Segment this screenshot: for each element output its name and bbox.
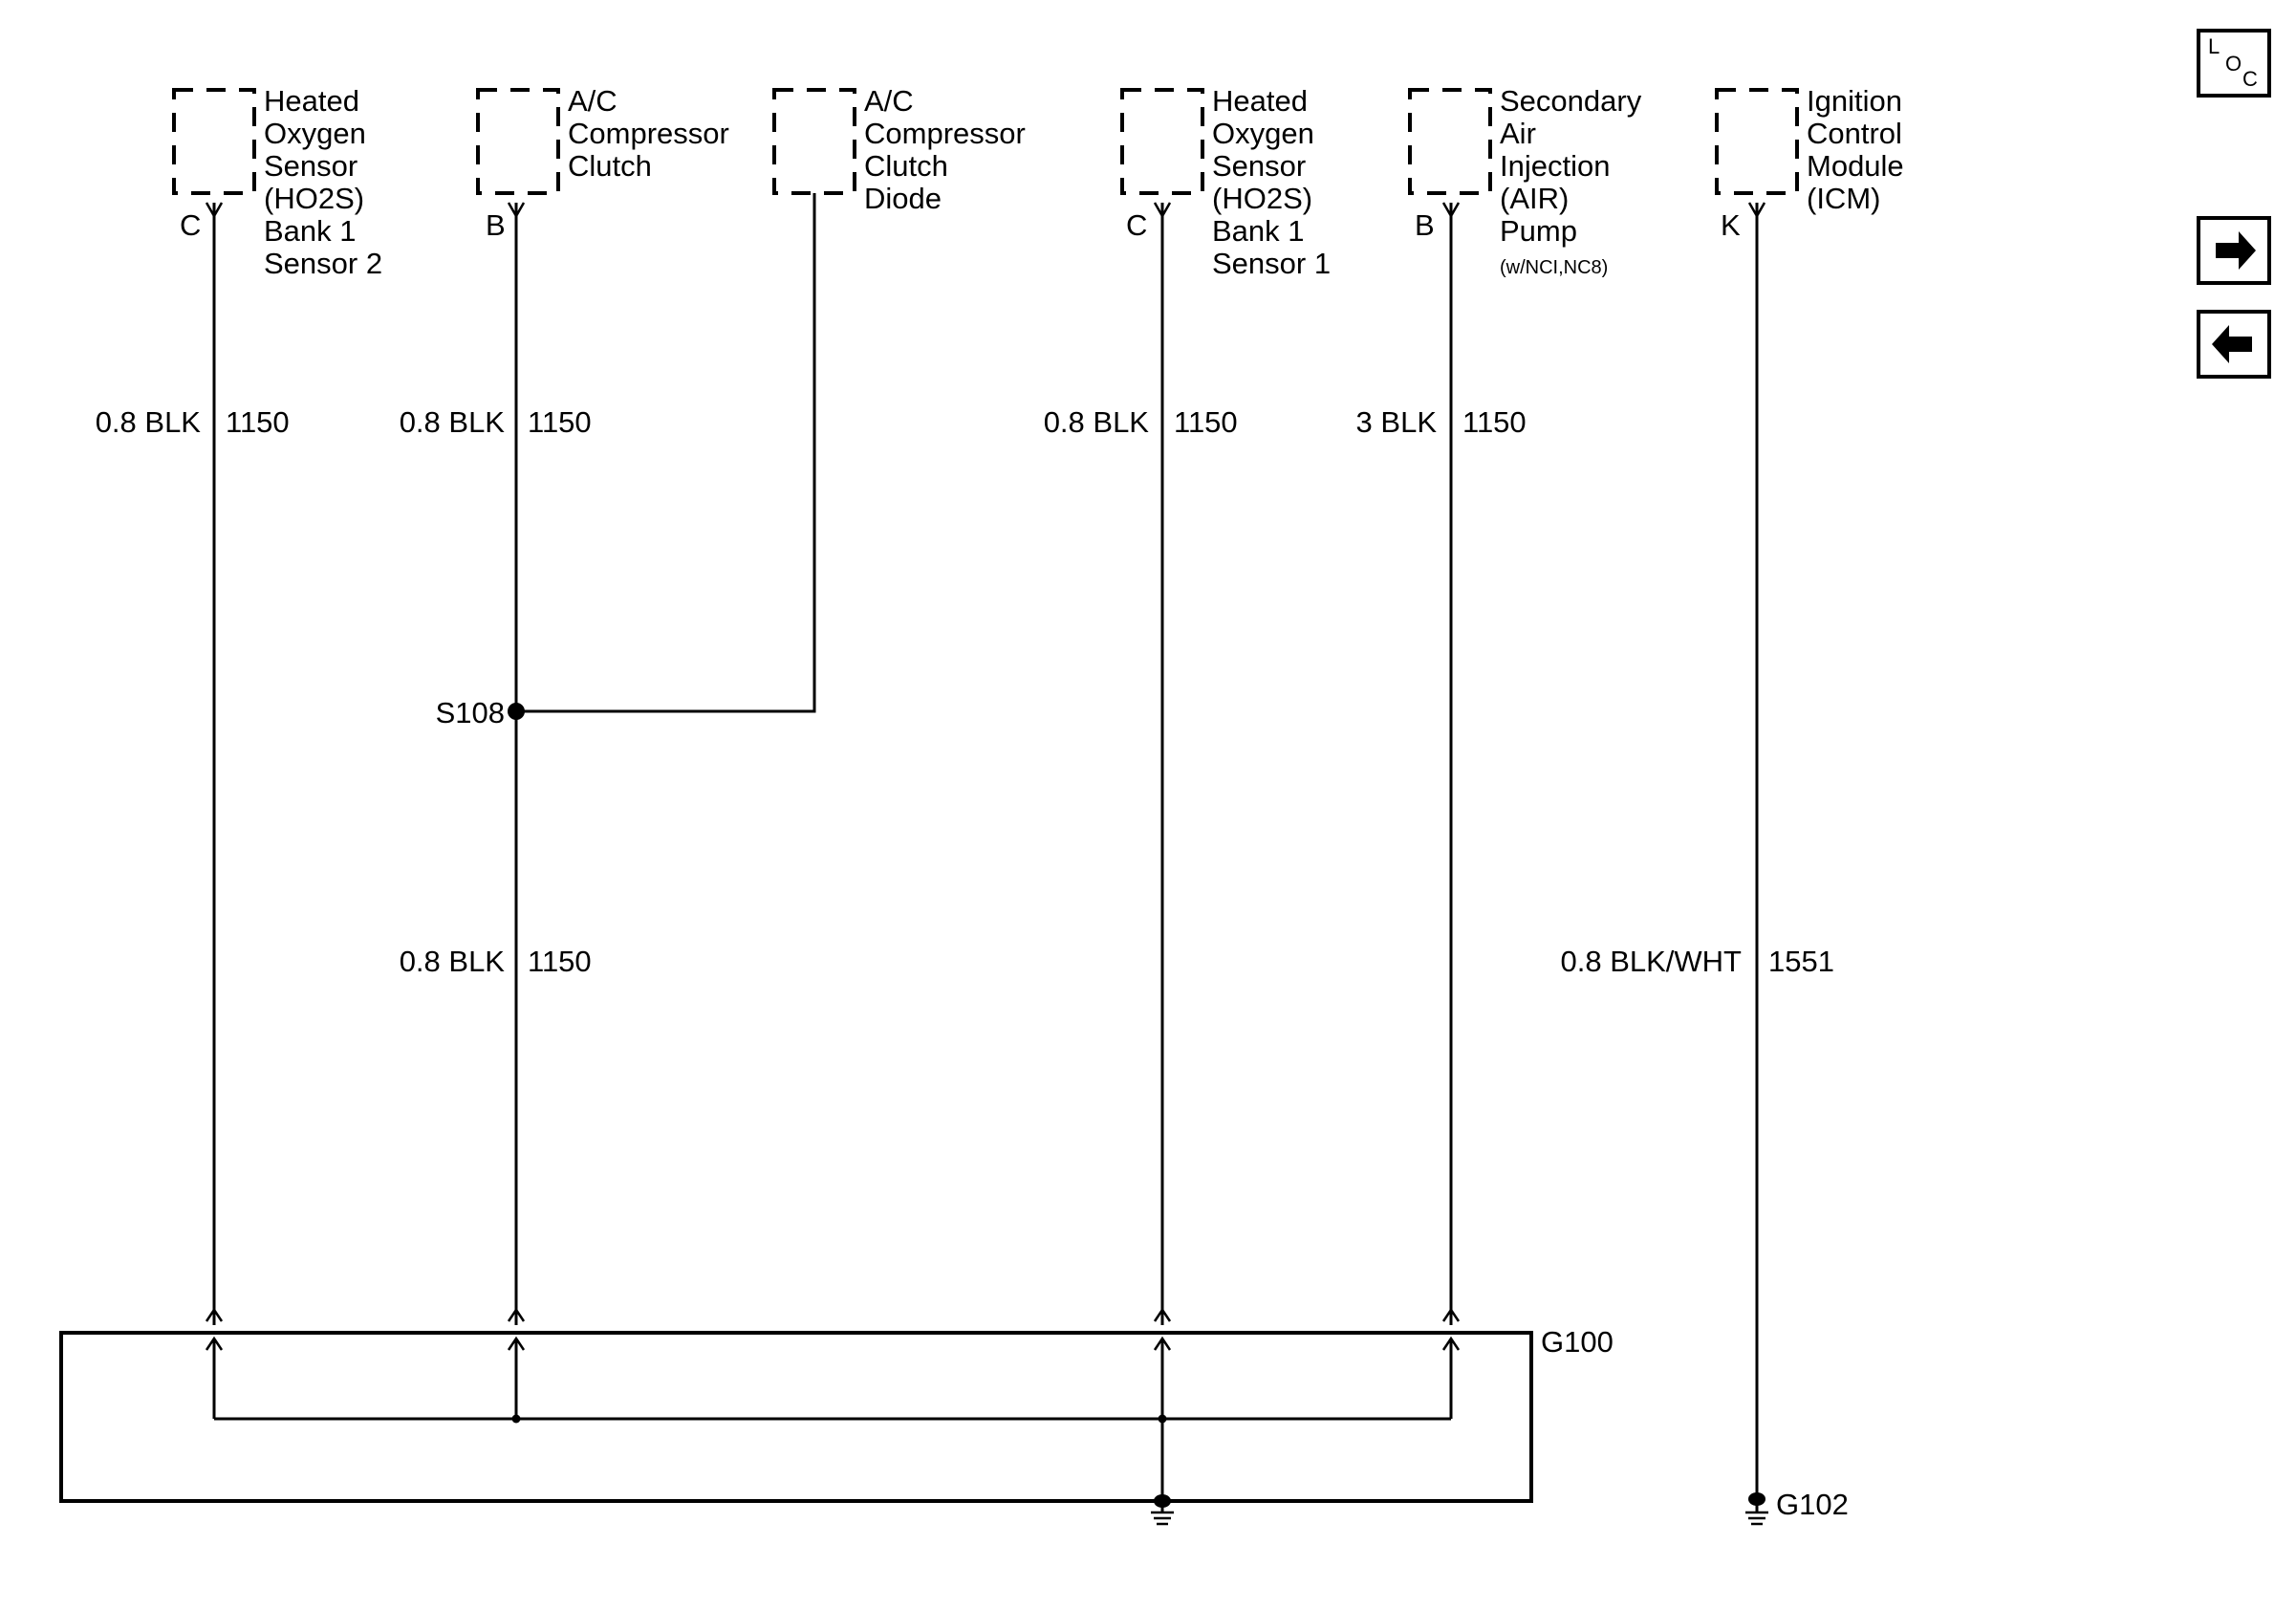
wire-ac-diode-to-splice xyxy=(516,193,814,711)
ground-bus-junction xyxy=(1159,1415,1167,1424)
wire-spec-label: 0.8 BLK xyxy=(399,945,505,978)
component-label-line: Diode xyxy=(864,182,942,215)
component-label-line: (HO2S) xyxy=(1212,182,1313,215)
component-air-pump-box xyxy=(1410,90,1490,193)
ground-g100-symbol-icon xyxy=(1151,1494,1174,1524)
component-label-line: Control xyxy=(1807,117,1902,150)
ground-g100-box xyxy=(61,1333,1531,1501)
component-label-line: Ignition xyxy=(1807,84,1902,118)
loc-letter: L xyxy=(2208,34,2220,58)
connector-pin-label: B xyxy=(486,208,506,242)
component-label-line: Heated xyxy=(1212,84,1308,118)
connector-pin-label: B xyxy=(1415,208,1435,242)
component-label-line: Secondary xyxy=(1500,84,1642,118)
component-label-line: Oxygen xyxy=(264,117,366,150)
splice-label: S108 xyxy=(435,696,505,729)
wire-circuit-label: 1150 xyxy=(528,945,592,978)
component-ho2s-bank1-sensor1-box xyxy=(1122,90,1202,193)
component-label-line: Compressor xyxy=(568,117,729,150)
component-label-line: Bank 1 xyxy=(264,214,357,248)
prev-page-button[interactable] xyxy=(2199,312,2269,377)
component-label-line: Module xyxy=(1807,149,1904,183)
component-ignition-control-module xyxy=(1717,84,1904,242)
ground-g102-label: G102 xyxy=(1776,1488,1849,1521)
component-label-line: Pump xyxy=(1500,214,1577,248)
component-label-line: (AIR) xyxy=(1500,182,1570,215)
wire-circuit-label: 1150 xyxy=(1174,405,1238,439)
component-label-line: A/C xyxy=(568,84,617,118)
wire-spec-label: 0.8 BLK xyxy=(1043,405,1149,439)
component-ho2s-bank1-sensor2 xyxy=(174,84,382,280)
component-label-line: Clutch xyxy=(864,149,948,183)
component-option-note: (w/NCI,NC8) xyxy=(1500,257,1609,278)
component-ac-compressor-clutch-diode xyxy=(774,84,1026,215)
component-ac-compressor-clutch-box xyxy=(478,90,558,193)
next-page-button[interactable] xyxy=(2199,218,2269,283)
component-label-line: Oxygen xyxy=(1212,117,1314,150)
component-label-line: Sensor xyxy=(264,149,358,183)
component-ac-diode-box xyxy=(774,90,855,193)
component-label-line: Sensor 2 xyxy=(264,247,383,280)
ground-g100-label: G100 xyxy=(1541,1325,1614,1359)
component-ho2s-bank1-sensor1 xyxy=(1122,84,1331,280)
component-icm-box xyxy=(1717,90,1797,193)
wire-spec-label: 3 BLK xyxy=(1355,405,1437,439)
component-label-line: Bank 1 xyxy=(1212,214,1305,248)
component-label-line: Compressor xyxy=(864,117,1026,150)
wire-spec-label: 0.8 BLK xyxy=(399,405,505,439)
connector-pin-label: C xyxy=(180,208,202,242)
loc-button[interactable] xyxy=(2199,31,2269,96)
ground-g102-symbol-icon xyxy=(1745,1488,1768,1524)
splice-s108-dot xyxy=(508,703,525,720)
wire-circuit-label: 1150 xyxy=(528,405,592,439)
wire-circuit-label: 1551 xyxy=(1768,945,1834,978)
ground-symbol-dot xyxy=(1748,1492,1765,1506)
connector-pin-label: C xyxy=(1126,208,1148,242)
ground-bus xyxy=(206,1338,1459,1501)
loc-letter: O xyxy=(2225,52,2242,76)
component-label-line: Sensor xyxy=(1212,149,1307,183)
component-label-line: Injection xyxy=(1500,149,1611,183)
component-label-line: Sensor 1 xyxy=(1212,247,1332,280)
wire-circuit-label: 1150 xyxy=(1462,405,1527,439)
component-ho2s-bank1-sensor2-box xyxy=(174,90,254,193)
component-label-line: (ICM) xyxy=(1807,182,1881,215)
loc-letter: C xyxy=(2242,67,2258,91)
wire-spec-label: 0.8 BLK/WHT xyxy=(1560,945,1742,978)
component-label-line: Air xyxy=(1500,117,1536,150)
wire-spec-label: 0.8 BLK xyxy=(95,405,201,439)
ground-bus-junction xyxy=(512,1415,521,1424)
ground-symbol-dot xyxy=(1154,1494,1171,1508)
wire-circuit-label: 1150 xyxy=(226,405,290,439)
component-secondary-air-injection-pump xyxy=(1410,84,1642,278)
component-label-line: Clutch xyxy=(568,149,652,183)
component-label-line: Heated xyxy=(264,84,359,118)
connector-pin-label: K xyxy=(1721,208,1741,242)
component-label-line: A/C xyxy=(864,84,914,118)
component-label-line: (HO2S) xyxy=(264,182,365,215)
